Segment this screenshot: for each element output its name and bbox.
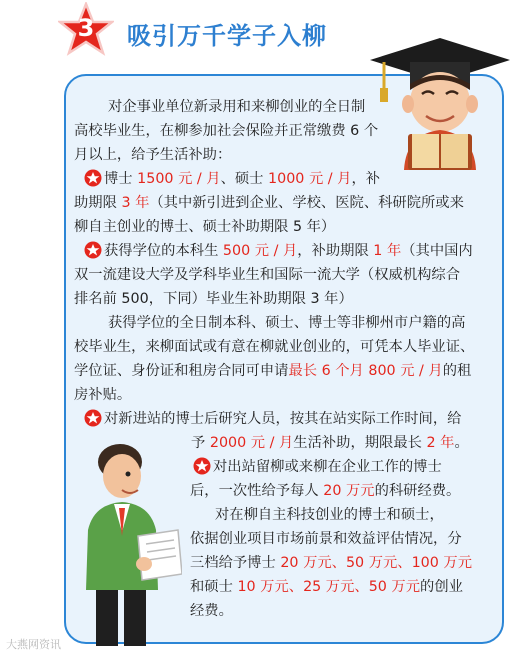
- red-star-bullet-icon: [84, 169, 102, 187]
- para-1-line-3: 月以上，给予生活补助：: [74, 147, 232, 163]
- highlight-research-fund: 20 万元: [323, 483, 375, 499]
- list-item-line-2: [74, 191, 464, 215]
- text-segment: 的创业: [420, 579, 463, 595]
- red-star-bullet-icon: [193, 457, 211, 475]
- para-3-line-4: [190, 575, 463, 599]
- highlight-period: 2 年: [426, 435, 455, 451]
- list-item-line-2: [191, 431, 469, 455]
- list-item-line-3: 柳自主创业的博士、硕士补助期限 5 年）: [74, 219, 336, 235]
- text-segment: 。: [454, 435, 469, 451]
- text-segment: （其中国内: [401, 243, 473, 259]
- list-item-bachelor: [84, 239, 473, 263]
- text-segment: 三档给予博士: [190, 555, 281, 571]
- text-segment: 博士: [104, 171, 138, 187]
- para-2-line-1: 获得学位的全日制本科、硕士、博士等非柳州市户籍的高: [108, 315, 466, 331]
- red-star-bullet-icon: [84, 409, 102, 427]
- red-star-bullet-icon: [84, 241, 102, 259]
- text-segment: 予: [191, 435, 210, 451]
- text-segment: 对新进站的博士后研究人员，按其在站实际工作时间，给: [104, 411, 462, 427]
- text-segment: ，补助期限: [297, 243, 374, 259]
- para-2-line-4: 房补贴。: [74, 387, 132, 403]
- man-with-paper-illustration: [64, 440, 182, 650]
- text-segment: 生活补助，期限最长: [293, 435, 427, 451]
- text-segment: 后，一次性给予每人: [190, 483, 324, 499]
- para-1-line-2: 高校毕业生，在柳参加社会保险并正常缴费 6 个: [74, 123, 379, 139]
- list-item-postdoc-out: [193, 455, 442, 479]
- graduate-illustration: [364, 30, 516, 170]
- text-segment: （其中新引进到企业、学校、医院、科研院所或来: [149, 195, 464, 211]
- highlight-phd-startup-fund: 20 万元、50 万元、100 万元: [280, 555, 473, 571]
- section-number: 3: [77, 14, 95, 42]
- highlight-master-subsidy: 1000 元 / 月: [268, 171, 352, 187]
- text-segment: 获得学位的本科生: [104, 243, 223, 259]
- para-3-line-1: 对在柳自主科技创业的博士和硕士，: [215, 507, 444, 523]
- text-segment: 、硕士: [220, 171, 269, 187]
- para-3-line-3: [190, 551, 472, 575]
- text-segment: 对出站留柳或来柳在企业工作的博士: [213, 459, 442, 475]
- para-3-line-2: 依据创业项目市场前景和效益评估情况，分: [190, 531, 462, 547]
- highlight-rent-subsidy: 最长 6 个月 800 元 / 月: [288, 363, 443, 379]
- list-item-line-3: 排名前 500，下同）毕业生补助期限 3 年）: [74, 291, 353, 307]
- para-2-line-3: [74, 359, 471, 383]
- text-segment: 和硕士: [190, 579, 238, 595]
- text-segment: 的租: [442, 363, 472, 379]
- watermark: 大燕网资讯: [6, 638, 61, 651]
- text-segment: 的科研经费。: [374, 483, 461, 499]
- list-item-line-2: 双一流建设大学及学科毕业生和国际一流大学（权威机构综合: [74, 267, 461, 283]
- para-3-line-5: 经费。: [190, 603, 233, 619]
- text-segment: 学位证、身份证和租房合同可申请: [74, 363, 289, 379]
- highlight-period: 3 年: [121, 195, 150, 211]
- section-title: 吸引万千学子入柳: [127, 22, 327, 50]
- star-number-badge: [58, 2, 114, 56]
- highlight-period: 1 年: [373, 243, 402, 259]
- highlight-bachelor-subsidy: 500 元 / 月: [222, 243, 298, 259]
- list-item-phd-master: [84, 167, 380, 191]
- list-item-postdoc: [84, 407, 461, 431]
- para-2-line-2: 校毕业生，来柳面试或有意在柳就业创业的，可凭本人毕业证、: [74, 339, 475, 355]
- text-segment: 助期限: [74, 195, 122, 211]
- para-1-line-1: 对企事业单位新录用和来柳创业的全日制: [108, 99, 366, 115]
- text-segment: ，补: [351, 171, 381, 187]
- list-item-line-2: [190, 479, 460, 503]
- highlight-master-startup-fund: 10 万元、25 万元、50 万元: [237, 579, 421, 595]
- highlight-phd-subsidy: 1500 元 / 月: [137, 171, 221, 187]
- highlight-postdoc-subsidy: 2000 元 / 月: [209, 435, 294, 451]
